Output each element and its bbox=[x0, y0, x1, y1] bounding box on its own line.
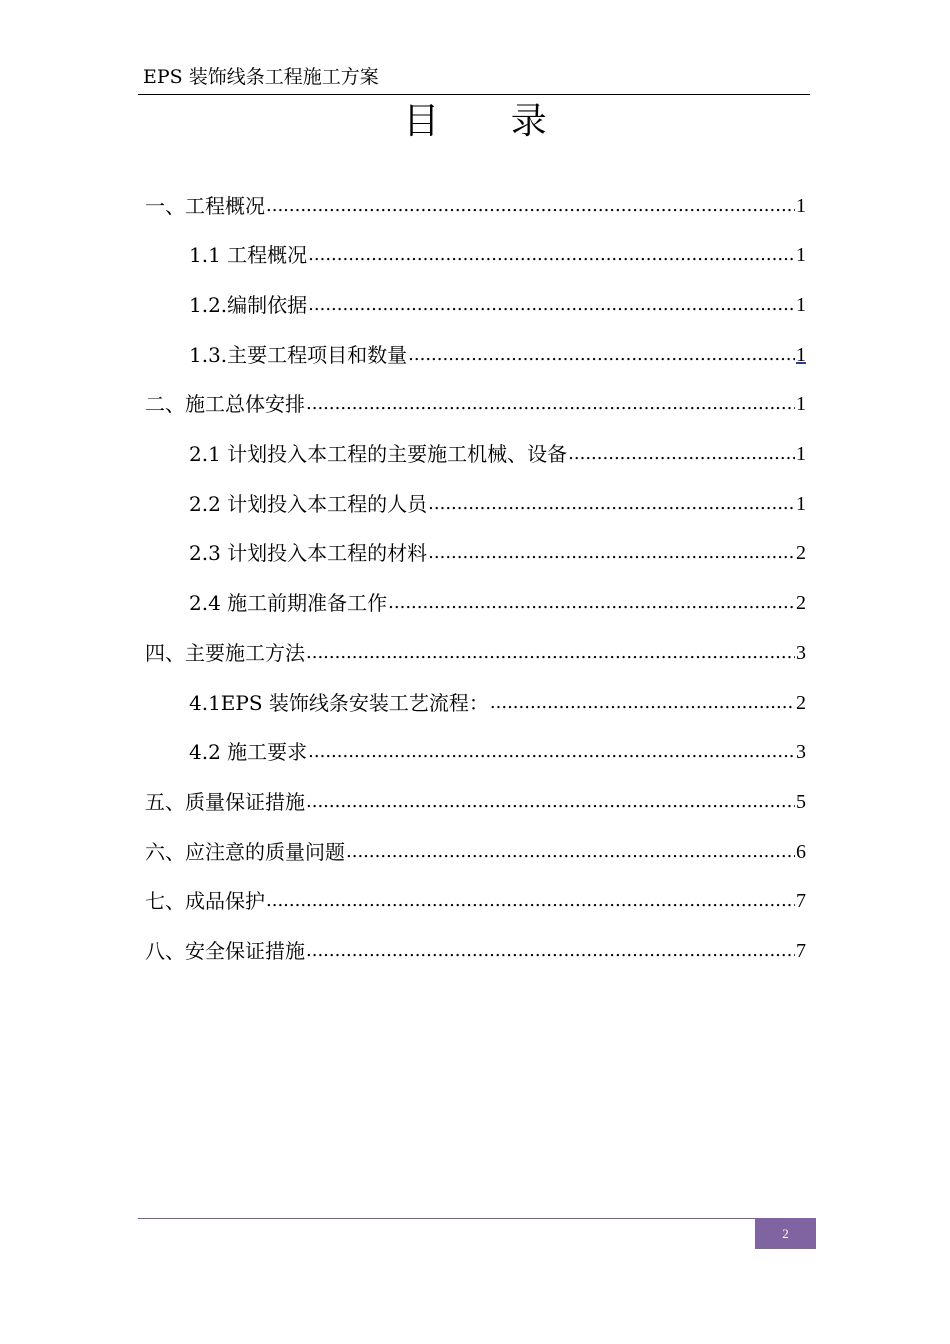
toc-entry-label: 五、质量保证措施 bbox=[145, 790, 305, 814]
toc-dot-leader bbox=[308, 737, 795, 767]
toc-entry[interactable] bbox=[189, 737, 806, 767]
toc-entry-page: 7 bbox=[796, 890, 806, 912]
toc-entry[interactable] bbox=[189, 538, 806, 568]
toc-entry[interactable] bbox=[145, 787, 806, 817]
toc-dot-leader bbox=[428, 489, 795, 519]
toc-dot-leader bbox=[346, 837, 795, 867]
toc-entry[interactable] bbox=[145, 837, 806, 867]
toc-entry-page: 2 bbox=[796, 692, 806, 714]
running-header: EPS 装饰线条工程施工方案 bbox=[143, 66, 379, 88]
toc-dot-leader bbox=[306, 638, 795, 668]
toc-entry[interactable] bbox=[189, 588, 806, 618]
toc-entry[interactable] bbox=[189, 688, 806, 718]
toc-entry-label: 2.3 计划投入本工程的材料 bbox=[189, 541, 428, 565]
page-number-box bbox=[755, 1218, 816, 1249]
toc-dot-leader bbox=[266, 886, 795, 916]
toc-entry-page: 3 bbox=[796, 642, 806, 664]
toc-entry-label: 四、主要施工方法 bbox=[145, 641, 305, 665]
toc-dot-leader bbox=[568, 439, 795, 469]
toc-entry-label: 六、应注意的质量问题 bbox=[145, 840, 345, 864]
toc-entry-label: 八、安全保证措施 bbox=[145, 939, 305, 963]
toc-entry-label: 1.2.编制依据 bbox=[189, 293, 308, 317]
toc-entry-page-link[interactable]: 1 bbox=[796, 344, 806, 366]
toc-entry[interactable] bbox=[145, 638, 806, 668]
toc-entry-label: 一、工程概况 bbox=[145, 194, 265, 218]
toc-entry[interactable] bbox=[189, 340, 806, 370]
toc-entry-page: 1 bbox=[796, 195, 806, 217]
toc-entry-page: 7 bbox=[796, 940, 806, 962]
toc-entry[interactable] bbox=[145, 191, 806, 221]
toc-entry-page: 1 bbox=[796, 493, 806, 515]
toc-entry[interactable] bbox=[145, 886, 806, 916]
toc-dot-leader bbox=[428, 538, 795, 568]
toc-dot-leader bbox=[306, 389, 795, 419]
toc-entry-page: 2 bbox=[796, 592, 806, 614]
toc-entry-page: 3 bbox=[796, 741, 806, 763]
toc-entry-page: 6 bbox=[796, 841, 806, 863]
toc-entry-page: 1 bbox=[796, 443, 806, 465]
footer-divider bbox=[138, 1218, 755, 1219]
toc-entry-label: 二、施工总体安排 bbox=[145, 392, 305, 416]
toc-entry[interactable] bbox=[145, 389, 806, 419]
toc-entry-label: 4.2 施工要求 bbox=[189, 740, 308, 764]
toc-entry-label: 4.1EPS 装饰线条安装工艺流程： bbox=[189, 691, 489, 715]
toc-entry-label: 2.1 计划投入本工程的主要施工机械、设备 bbox=[189, 442, 568, 466]
toc-entry-page: 2 bbox=[796, 542, 806, 564]
toc-entry-label: 1.1 工程概况 bbox=[189, 243, 308, 267]
toc-entry[interactable] bbox=[189, 290, 806, 320]
toc-dot-leader bbox=[408, 340, 795, 370]
toc-entry[interactable] bbox=[189, 489, 806, 519]
toc-entry-page: 1 bbox=[796, 294, 806, 316]
toc-entry-page: 5 bbox=[796, 791, 806, 813]
toc-entry[interactable] bbox=[189, 439, 806, 469]
toc-entry-page: 1 bbox=[796, 244, 806, 266]
toc-entry-page: 1 bbox=[796, 393, 806, 415]
toc-title: 目 录 bbox=[403, 101, 577, 142]
toc-entry-label: 1.3.主要工程项目和数量 bbox=[189, 343, 408, 367]
toc-entry-label: 2.4 施工前期准备工作 bbox=[189, 591, 388, 615]
toc-entry-label: 2.2 计划投入本工程的人员 bbox=[189, 492, 428, 516]
toc-dot-leader bbox=[308, 240, 795, 270]
toc-dot-leader bbox=[306, 936, 795, 966]
toc-dot-leader bbox=[266, 191, 795, 221]
toc-dot-leader bbox=[388, 588, 795, 618]
toc-entry[interactable] bbox=[145, 936, 806, 966]
toc-entry[interactable] bbox=[189, 240, 806, 270]
toc-dot-leader bbox=[306, 787, 795, 817]
page-number: 2 bbox=[782, 1225, 789, 1241]
toc-dot-leader bbox=[308, 290, 795, 320]
toc-dot-leader bbox=[490, 688, 795, 718]
toc-entry-label: 七、成品保护 bbox=[145, 889, 265, 913]
